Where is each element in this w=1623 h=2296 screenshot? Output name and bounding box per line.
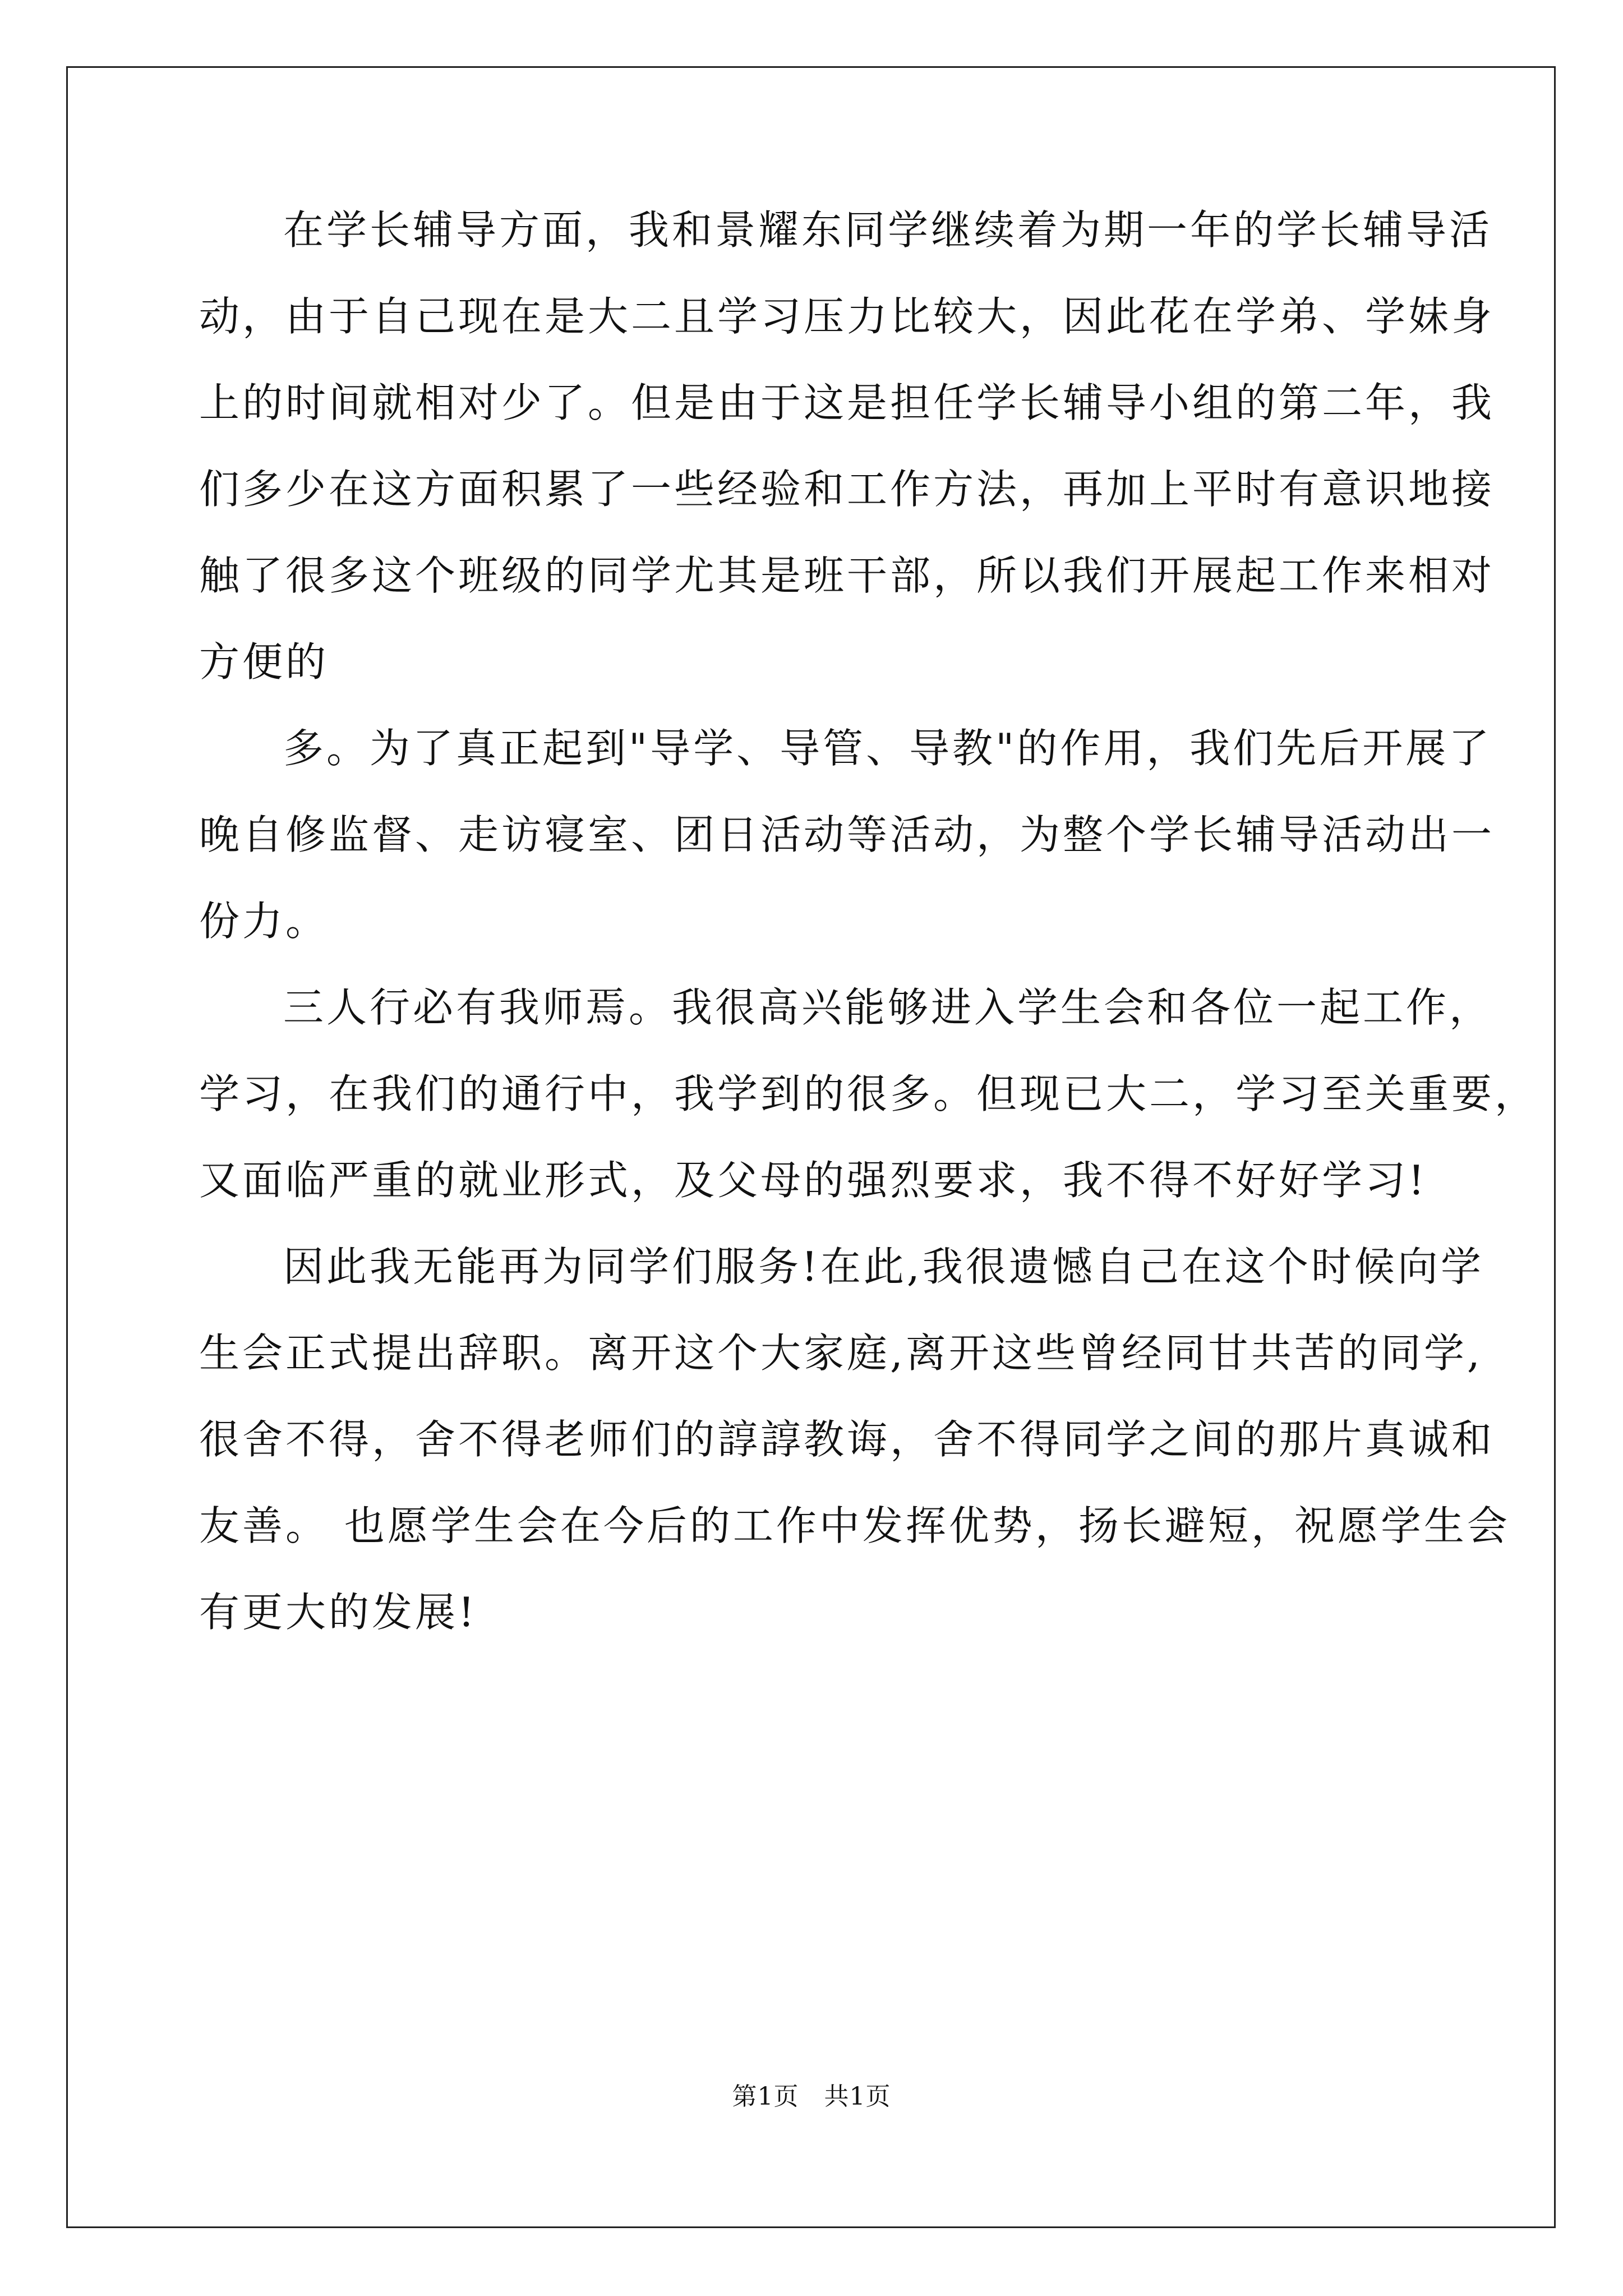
paragraph-2-line-2: 晚自修监督、走访寝室、团日活动等活动，为整个学长辅导活动出一 (199, 811, 1495, 858)
page-footer: 第1页 共1页 (732, 2082, 891, 2111)
paragraph-3-line-2: 学习，在我们的通行中，我学到的很多。但现已大二，学习至关重要， (199, 1070, 1538, 1117)
paragraph-4-line-3: 很舍不得，舍不得老师们的諄諄教诲，舍不得同学之间的那片真诚和 (199, 1416, 1495, 1463)
paragraph-1-line-4: 们多少在这方面积累了一些经验和工作方法，再加上平时有意识地接 (199, 466, 1495, 513)
paragraph-3-line-3: 又面临严重的就业形式，及父母的强烈要求，我不得不好好学习! (199, 1157, 1427, 1204)
paragraph-2-line-3: 份力。 (199, 898, 329, 945)
paragraph-1-line-3: 上的时间就相对少了。但是由于这是担任学长辅导小组的第二年，我 (199, 379, 1495, 426)
paragraph-1-line-2: 动，由于自己现在是大二且学习压力比较大，因此花在学弟、学妹身 (199, 293, 1495, 340)
paragraph-4-line-4: 友善。 也愿学生会在今后的工作中发挥优势，扬长避短，祝愿学生会 (199, 1502, 1510, 1549)
paragraph-3-line-1: 三人行必有我师焉。我很高兴能够进入学生会和各位一起工作， (283, 984, 1493, 1031)
paragraph-4-line-1: 因此我无能再为同学们服务!在此,我很遗憾自己在这个时候向学 (283, 1243, 1484, 1290)
paragraph-1-line-1: 在学长辅导方面，我和景耀东同学继续着为期一年的学长辅导活 (283, 206, 1493, 254)
paragraph-1-line-6: 方便的 (199, 638, 329, 685)
paragraph-4-line-2: 生会正式提出辞职。离开这个大家庭,离开这些曾经同甘共苦的同学, (199, 1329, 1483, 1377)
paragraph-1-line-5: 触了很多这个班级的同学尤其是班干部，所以我们开展起工作来相对 (199, 552, 1495, 599)
paragraph-4-line-5: 有更大的发展! (199, 1589, 477, 1636)
paragraph-2-line-1: 多。为了真正起到"导学、导管、导教"的作用，我们先后开展了 (283, 725, 1492, 772)
